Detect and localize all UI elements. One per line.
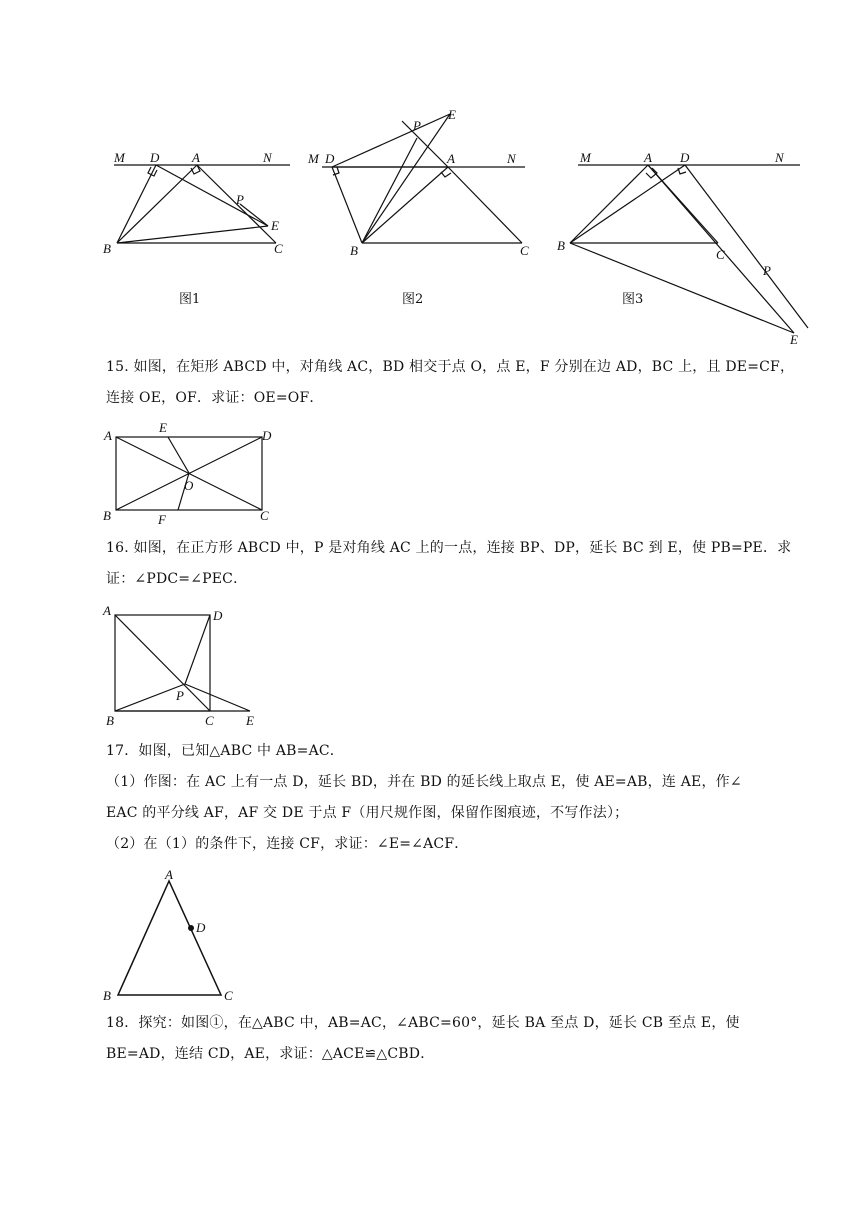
label-C: C xyxy=(716,247,725,262)
label-F: F xyxy=(158,512,166,527)
question-18-line-2: BE=AD，连结 CD，AE，求证：△ACE≌△CBD． xyxy=(106,1046,435,1062)
label-P: P xyxy=(413,118,421,133)
question-15-line-1: 15. 如图，在矩形 ABCD 中，对角线 AC，BD 相交于点 O，点 E，F 分别在边 AD，BC 上，且 DE=CF， xyxy=(106,359,795,375)
label-E: E xyxy=(159,420,167,435)
label-B: B xyxy=(103,241,111,256)
figure-1 xyxy=(100,140,300,265)
question-18-line-1: 18．探究：如图①，在△ABC 中，AB=AC，∠ABC=60°，延长 BA 至点 D，延长 CB 至点 E，使 xyxy=(106,1015,740,1031)
label-D: D xyxy=(213,608,223,623)
label-D: D xyxy=(325,151,335,166)
figure-2-caption: 图2 xyxy=(402,292,424,307)
label-E: E xyxy=(271,218,279,233)
label-A: A xyxy=(644,150,652,165)
label-O: O xyxy=(184,478,194,493)
label-A: A xyxy=(447,151,455,166)
question-15-text xyxy=(106,352,795,414)
question-17-line-3: EAC 的平分线 AF，AF 交 DE 于点 F（用尺规作图，保留作图痕迹，不写作法）； xyxy=(106,805,629,821)
label-E: E xyxy=(246,713,254,728)
label-D: D xyxy=(150,150,160,165)
question-17-line-1: 17．如图，已知△ABC 中 AB=AC． xyxy=(106,743,345,759)
figure-3-caption: 图3 xyxy=(622,292,644,307)
label-C: C xyxy=(224,988,233,1003)
label-B: B xyxy=(103,988,111,1003)
question-17-text xyxy=(106,736,776,860)
label-M: M xyxy=(580,150,591,165)
question-17-line-2: （1）作图：在 AC 上有一点 D，延长 BD，并在 BD 的延长线上取点 E，使 AE=AB，连 AE，作∠ xyxy=(106,774,742,790)
label-C: C xyxy=(520,243,529,258)
label-E: E xyxy=(448,107,456,122)
question-16-line-2: 证：∠PDC=∠PEC． xyxy=(106,571,248,587)
label-M: M xyxy=(308,151,319,166)
label-A: A xyxy=(103,603,111,618)
question-18-text xyxy=(106,1008,776,1070)
label-C: C xyxy=(274,241,283,256)
label-C: C xyxy=(260,508,269,523)
question-15-line-2: 连接 OE，OF．求证：OE=OF． xyxy=(106,390,324,406)
question-15-figure xyxy=(100,420,280,530)
point-D xyxy=(188,925,194,931)
label-D: D xyxy=(680,150,690,165)
label-B: B xyxy=(350,243,358,258)
label-P: P xyxy=(236,192,244,207)
label-B: B xyxy=(103,508,111,523)
figure-1-caption: 图1 xyxy=(179,292,201,307)
figure-3 xyxy=(550,140,810,350)
question-16-line-1: 16. 如图，在正方形 ABCD 中，P 是对角线 AC 上的一点，连接 BP、DP，延长 BC 到 E，使 PB=PE．求 xyxy=(106,540,792,556)
label-E: E xyxy=(790,332,798,347)
label-A: A xyxy=(104,428,112,443)
label-N: N xyxy=(263,150,272,165)
label-C: C xyxy=(205,713,214,728)
label-B: B xyxy=(557,238,565,253)
label-D: D xyxy=(262,428,272,443)
label-A: A xyxy=(192,150,200,165)
label-M: M xyxy=(114,150,125,165)
label-A: A xyxy=(165,867,173,882)
label-P: P xyxy=(763,263,771,278)
label-P: P xyxy=(176,688,184,703)
figure-2 xyxy=(300,105,530,265)
label-N: N xyxy=(775,150,784,165)
question-17-line-4: （2）在（1）的条件下，连接 CF，求证：∠E=∠ACF． xyxy=(106,836,469,852)
label-B: B xyxy=(106,713,114,728)
question-16-figure xyxy=(100,600,270,730)
label-D: D xyxy=(196,920,206,935)
question-17-figure xyxy=(100,865,250,1005)
question-16-text xyxy=(106,533,792,595)
label-N: N xyxy=(507,151,516,166)
